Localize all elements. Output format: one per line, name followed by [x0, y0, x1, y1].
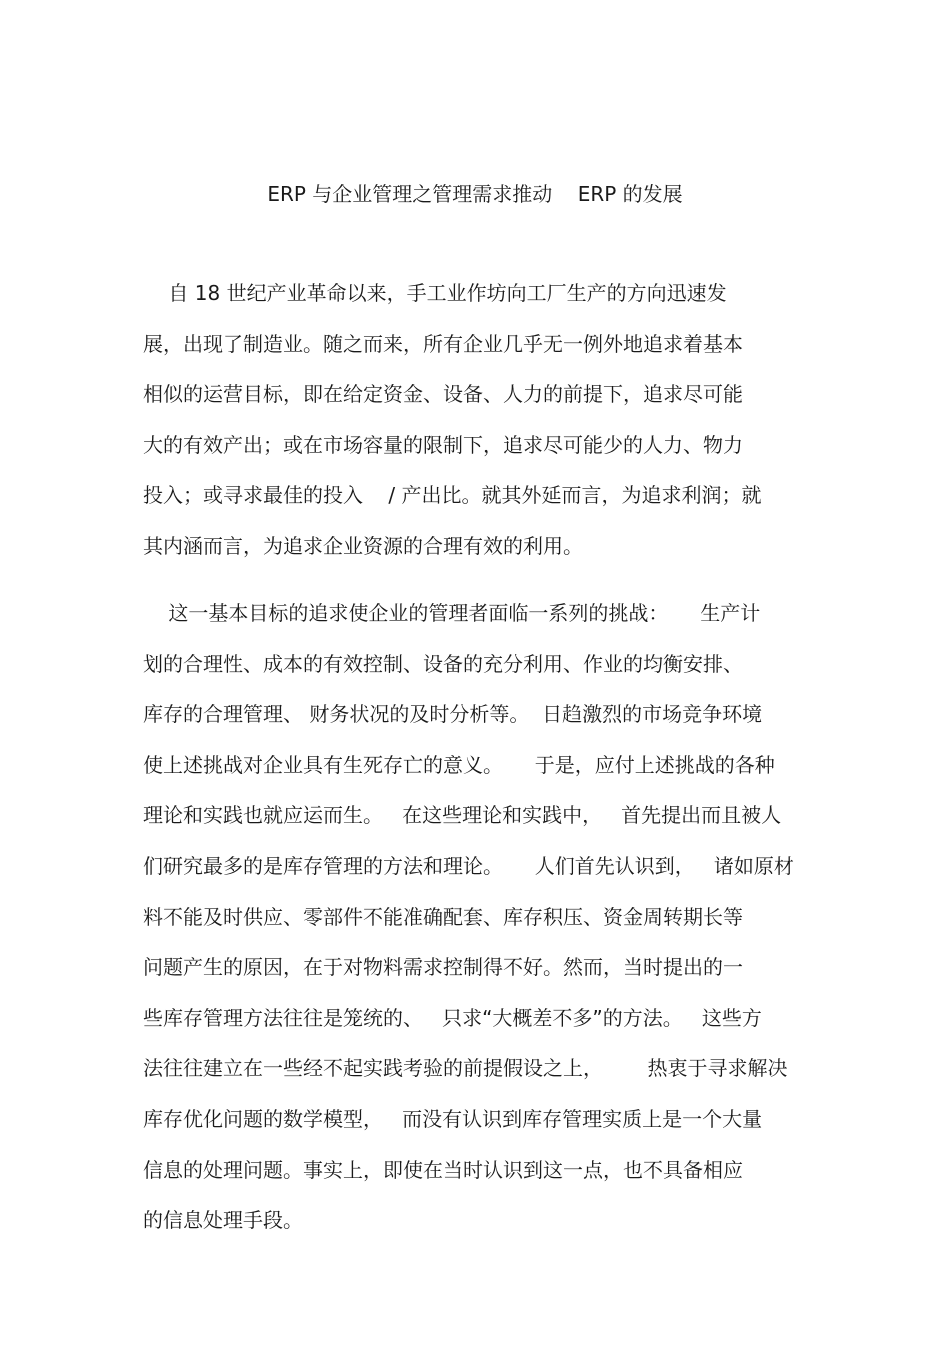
paragraph-line: 其内涵而言，为追求企业资源的合理有效的利用。	[143, 533, 583, 558]
paragraph-line: 库存优化问题的数学模型， 而没有认识到库存管理实质上是一个大量	[143, 1106, 763, 1131]
paragraph-line: 些库存管理方法往往是笼统的、 只求“大概差不多”的方法。 这些方	[143, 1005, 762, 1030]
paragraph-line: 大的有效产出；或在市场容量的限制下，追求尽可能少的人力、物力	[143, 432, 743, 457]
paragraph-line: 的信息处理手段。	[143, 1208, 303, 1233]
paragraph-line: 展，出现了制造业。随之而来，所有企业几乎无一例外地追求着基本	[143, 331, 743, 356]
paragraph-1	[143, 278, 823, 582]
paragraph-line: 问题产生的原因，在于对物料需求控制得不好。然而，当时提出的一	[143, 955, 743, 980]
document-title: ERP 与企业管理之管理需求推动 ERP 的发展	[267, 182, 683, 206]
paragraph-line: 相似的运营目标，即在给定资金、设备、人力的前提下，追求尽可能	[143, 382, 743, 407]
paragraph-line: 料不能及时供应、零部件不能准确配套、库存积压、资金周转期长等	[143, 904, 743, 929]
paragraph-line: 法往往建立在一些经不起实践考验的前提假设之上， 热衷于寻求解决	[143, 1056, 788, 1081]
paragraph-line: 这一基本目标的追求使企业的管理者面临一系列的挑战： 生产计	[143, 601, 761, 625]
paragraph-line: 信息的处理问题。事实上，即使在当时认识到这一点，也不具备相应	[143, 1157, 743, 1182]
paragraph-line: 投入；或寻求最佳的投入 / 产出比。就其外延而言，为追求利润；就	[143, 483, 762, 508]
paragraph-line: 们研究最多的是库存管理的方法和理论。 人们首先认识到， 诸如原材	[143, 853, 794, 878]
paragraph-line: 自 18 世纪产业革命以来，手工业作坊向工厂生产的方向迅速发	[143, 281, 727, 305]
paragraph-line: 理论和实践也就应运而生。 在这些理论和实践中， 首先提出而且被人	[143, 803, 782, 828]
paragraph-line: 使上述挑战对企业具有生死存亡的意义。 于是，应付上述挑战的各种	[143, 752, 775, 777]
paragraph-line: 划的合理性、成本的有效控制、设备的充分利用、作业的均衡安排、	[143, 651, 743, 676]
paragraph-2	[143, 598, 823, 1256]
paragraph-line: 库存的合理管理、 财务状况的及时分析等。 日趋激烈的市场竞争环境	[143, 702, 763, 727]
